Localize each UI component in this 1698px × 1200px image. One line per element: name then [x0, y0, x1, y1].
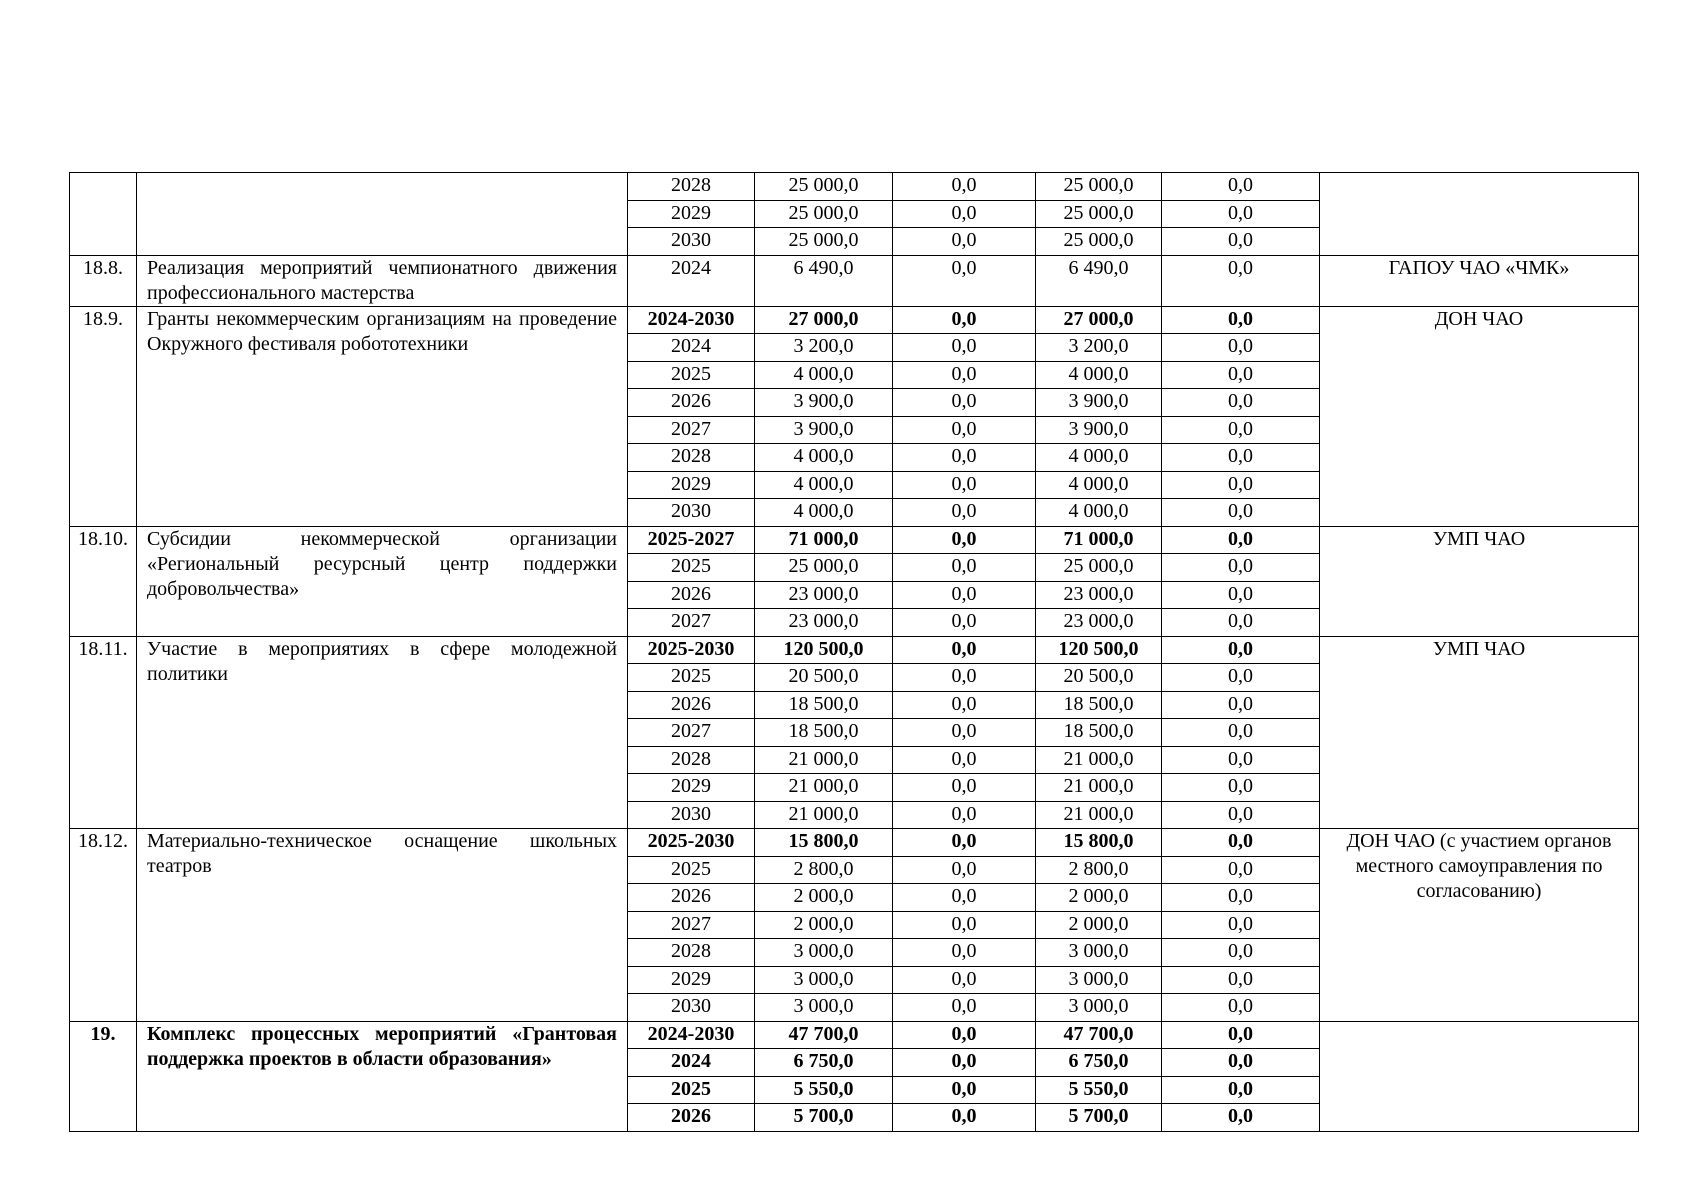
federal-budget-cell: 0,0 [893, 389, 1036, 417]
regional-budget-cell: 25 000,0 [1036, 554, 1162, 582]
year-cell: 2028 [628, 939, 755, 967]
total-amount-cell: 27 000,0 [755, 306, 893, 334]
regional-budget-cell: 23 000,0 [1036, 581, 1162, 609]
item-number: 18.9. [70, 306, 137, 526]
year-cell: 2030 [628, 499, 755, 527]
federal-budget-cell: 0,0 [893, 609, 1036, 637]
total-amount-cell: 25 000,0 [755, 173, 893, 201]
total-amount-cell: 20 500,0 [755, 664, 893, 692]
total-amount-cell: 5 700,0 [755, 1104, 893, 1132]
total-amount-cell: 23 000,0 [755, 609, 893, 637]
year-cell: 2025-2030 [628, 636, 755, 664]
federal-budget-cell: 0,0 [893, 228, 1036, 256]
year-cell: 2024-2030 [628, 1021, 755, 1049]
year-cell: 2028 [628, 746, 755, 774]
federal-budget-cell: 0,0 [893, 911, 1036, 939]
total-amount-cell: 4 000,0 [755, 471, 893, 499]
year-cell: 2027 [628, 609, 755, 637]
federal-budget-cell: 0,0 [893, 255, 1036, 306]
other-sources-cell: 0,0 [1162, 526, 1320, 554]
federal-budget-cell: 0,0 [893, 1021, 1036, 1049]
total-amount-cell: 3 200,0 [755, 334, 893, 362]
year-cell: 2026 [628, 389, 755, 417]
federal-budget-cell: 0,0 [893, 719, 1036, 747]
regional-budget-cell: 5 550,0 [1036, 1076, 1162, 1104]
year-cell: 2026 [628, 884, 755, 912]
year-cell: 2024 [628, 1049, 755, 1077]
federal-budget-cell: 0,0 [893, 554, 1036, 582]
regional-budget-cell: 18 500,0 [1036, 719, 1162, 747]
item-description: Участие в мероприятиях в сфере молодежной политики [137, 636, 628, 829]
total-amount-cell: 3 000,0 [755, 939, 893, 967]
regional-budget-cell: 21 000,0 [1036, 746, 1162, 774]
other-sources-cell: 0,0 [1162, 966, 1320, 994]
total-amount-cell: 4 000,0 [755, 444, 893, 472]
total-amount-cell: 120 500,0 [755, 636, 893, 664]
table-row [70, 636, 1639, 664]
other-sources-cell: 0,0 [1162, 173, 1320, 201]
regional-budget-cell: 18 500,0 [1036, 691, 1162, 719]
total-amount-cell: 4 000,0 [755, 361, 893, 389]
federal-budget-cell: 0,0 [893, 581, 1036, 609]
regional-budget-cell: 4 000,0 [1036, 444, 1162, 472]
regional-budget-cell: 3 000,0 [1036, 994, 1162, 1022]
item-description: Субсидии некоммерческой организации «Региональный ресурсный центр поддержки добровольчества» [137, 526, 628, 636]
item-number: 18.8. [70, 255, 137, 306]
year-cell: 2025 [628, 554, 755, 582]
year-cell: 2025 [628, 664, 755, 692]
regional-budget-cell: 3 000,0 [1036, 939, 1162, 967]
other-sources-cell: 0,0 [1162, 499, 1320, 527]
year-cell: 2027 [628, 911, 755, 939]
responsible-executor: УМП ЧАО [1320, 636, 1639, 829]
year-cell: 2025 [628, 1076, 755, 1104]
federal-budget-cell: 0,0 [893, 636, 1036, 664]
year-cell: 2025-2027 [628, 526, 755, 554]
federal-budget-cell: 0,0 [893, 994, 1036, 1022]
total-amount-cell: 3 000,0 [755, 966, 893, 994]
regional-budget-cell: 6 490,0 [1036, 255, 1162, 306]
year-cell: 2027 [628, 416, 755, 444]
year-cell: 2028 [628, 173, 755, 201]
other-sources-cell: 0,0 [1162, 228, 1320, 256]
total-amount-cell: 3 000,0 [755, 994, 893, 1022]
other-sources-cell: 0,0 [1162, 664, 1320, 692]
other-sources-cell: 0,0 [1162, 829, 1320, 857]
regional-budget-cell: 21 000,0 [1036, 801, 1162, 829]
federal-budget-cell: 0,0 [893, 416, 1036, 444]
regional-budget-cell: 2 800,0 [1036, 856, 1162, 884]
other-sources-cell: 0,0 [1162, 691, 1320, 719]
other-sources-cell: 0,0 [1162, 444, 1320, 472]
regional-budget-cell: 3 900,0 [1036, 389, 1162, 417]
item-number: 18.12. [70, 829, 137, 1022]
federal-budget-cell: 0,0 [893, 746, 1036, 774]
regional-budget-cell: 120 500,0 [1036, 636, 1162, 664]
federal-budget-cell: 0,0 [893, 1049, 1036, 1077]
regional-budget-cell: 6 750,0 [1036, 1049, 1162, 1077]
federal-budget-cell: 0,0 [893, 1104, 1036, 1132]
total-amount-cell: 71 000,0 [755, 526, 893, 554]
year-cell: 2027 [628, 719, 755, 747]
regional-budget-cell: 4 000,0 [1036, 361, 1162, 389]
other-sources-cell: 0,0 [1162, 994, 1320, 1022]
federal-budget-cell: 0,0 [893, 306, 1036, 334]
regional-budget-cell: 3 000,0 [1036, 966, 1162, 994]
federal-budget-cell: 0,0 [893, 884, 1036, 912]
federal-budget-cell: 0,0 [893, 774, 1036, 802]
regional-budget-cell: 25 000,0 [1036, 228, 1162, 256]
other-sources-cell: 0,0 [1162, 1076, 1320, 1104]
other-sources-cell: 0,0 [1162, 911, 1320, 939]
federal-budget-cell: 0,0 [893, 200, 1036, 228]
total-amount-cell: 25 000,0 [755, 554, 893, 582]
responsible-executor [1320, 1021, 1639, 1131]
federal-budget-cell: 0,0 [893, 1076, 1036, 1104]
other-sources-cell: 0,0 [1162, 884, 1320, 912]
year-cell: 2030 [628, 994, 755, 1022]
item-description: Гранты некоммерческим организациям на проведение Окружного фестиваля робототехники [137, 306, 628, 526]
regional-budget-cell: 3 900,0 [1036, 416, 1162, 444]
total-amount-cell: 25 000,0 [755, 228, 893, 256]
other-sources-cell: 0,0 [1162, 719, 1320, 747]
federal-budget-cell: 0,0 [893, 856, 1036, 884]
total-amount-cell: 6 750,0 [755, 1049, 893, 1077]
other-sources-cell: 0,0 [1162, 774, 1320, 802]
other-sources-cell: 0,0 [1162, 581, 1320, 609]
total-amount-cell: 3 900,0 [755, 389, 893, 417]
total-amount-cell: 23 000,0 [755, 581, 893, 609]
other-sources-cell: 0,0 [1162, 636, 1320, 664]
regional-budget-cell: 21 000,0 [1036, 774, 1162, 802]
year-cell: 2026 [628, 691, 755, 719]
other-sources-cell: 0,0 [1162, 334, 1320, 362]
year-cell: 2026 [628, 1104, 755, 1132]
total-amount-cell: 18 500,0 [755, 691, 893, 719]
total-amount-cell: 2 000,0 [755, 884, 893, 912]
item-description: Комплекс процессных мероприятий «Грантовая поддержка проектов в области образования» [137, 1021, 628, 1131]
regional-budget-cell: 3 200,0 [1036, 334, 1162, 362]
responsible-executor: ДОН ЧАО [1320, 306, 1639, 526]
federal-budget-cell: 0,0 [893, 691, 1036, 719]
total-amount-cell: 3 900,0 [755, 416, 893, 444]
regional-budget-cell: 2 000,0 [1036, 884, 1162, 912]
other-sources-cell: 0,0 [1162, 554, 1320, 582]
other-sources-cell: 0,0 [1162, 609, 1320, 637]
federal-budget-cell: 0,0 [893, 173, 1036, 201]
year-cell: 2028 [628, 444, 755, 472]
total-amount-cell: 25 000,0 [755, 200, 893, 228]
year-cell: 2025 [628, 361, 755, 389]
total-amount-cell: 18 500,0 [755, 719, 893, 747]
total-amount-cell: 6 490,0 [755, 255, 893, 306]
federal-budget-cell: 0,0 [893, 444, 1036, 472]
budget-table [69, 172, 1639, 1132]
regional-budget-cell: 5 700,0 [1036, 1104, 1162, 1132]
table-row [70, 526, 1639, 554]
responsible-executor: ДОН ЧАО (с участием органов местного самоуправления по согласованию) [1320, 829, 1639, 1022]
federal-budget-cell: 0,0 [893, 334, 1036, 362]
federal-budget-cell: 0,0 [893, 361, 1036, 389]
regional-budget-cell: 27 000,0 [1036, 306, 1162, 334]
year-cell: 2030 [628, 801, 755, 829]
federal-budget-cell: 0,0 [893, 499, 1036, 527]
total-amount-cell: 2 800,0 [755, 856, 893, 884]
total-amount-cell: 2 000,0 [755, 911, 893, 939]
table-row [70, 1021, 1639, 1049]
federal-budget-cell: 0,0 [893, 801, 1036, 829]
other-sources-cell: 0,0 [1162, 361, 1320, 389]
year-cell: 2029 [628, 200, 755, 228]
item-number: 18.11. [70, 636, 137, 829]
other-sources-cell: 0,0 [1162, 1021, 1320, 1049]
federal-budget-cell: 0,0 [893, 526, 1036, 554]
year-cell: 2029 [628, 774, 755, 802]
other-sources-cell: 0,0 [1162, 471, 1320, 499]
other-sources-cell: 0,0 [1162, 200, 1320, 228]
year-cell: 2024 [628, 334, 755, 362]
year-cell: 2029 [628, 966, 755, 994]
other-sources-cell: 0,0 [1162, 306, 1320, 334]
year-cell: 2029 [628, 471, 755, 499]
federal-budget-cell: 0,0 [893, 966, 1036, 994]
regional-budget-cell: 15 800,0 [1036, 829, 1162, 857]
table-row [70, 829, 1639, 857]
regional-budget-cell: 71 000,0 [1036, 526, 1162, 554]
regional-budget-cell: 2 000,0 [1036, 911, 1162, 939]
table-row [70, 255, 1639, 306]
total-amount-cell: 5 550,0 [755, 1076, 893, 1104]
item-description [137, 173, 628, 256]
table-body [70, 173, 1639, 1132]
other-sources-cell: 0,0 [1162, 389, 1320, 417]
regional-budget-cell: 23 000,0 [1036, 609, 1162, 637]
responsible-executor: ГАПОУ ЧАО «ЧМК» [1320, 255, 1639, 306]
year-cell: 2025 [628, 856, 755, 884]
year-cell: 2024 [628, 255, 755, 306]
regional-budget-cell: 4 000,0 [1036, 471, 1162, 499]
other-sources-cell: 0,0 [1162, 746, 1320, 774]
total-amount-cell: 21 000,0 [755, 746, 893, 774]
total-amount-cell: 47 700,0 [755, 1021, 893, 1049]
other-sources-cell: 0,0 [1162, 856, 1320, 884]
item-number: 19. [70, 1021, 137, 1131]
total-amount-cell: 15 800,0 [755, 829, 893, 857]
year-cell: 2030 [628, 228, 755, 256]
federal-budget-cell: 0,0 [893, 829, 1036, 857]
federal-budget-cell: 0,0 [893, 939, 1036, 967]
item-number: 18.10. [70, 526, 137, 636]
table-row [70, 306, 1639, 334]
other-sources-cell: 0,0 [1162, 416, 1320, 444]
total-amount-cell: 4 000,0 [755, 499, 893, 527]
other-sources-cell: 0,0 [1162, 255, 1320, 306]
regional-budget-cell: 20 500,0 [1036, 664, 1162, 692]
total-amount-cell: 21 000,0 [755, 774, 893, 802]
responsible-executor: УМП ЧАО [1320, 526, 1639, 636]
item-description: Материально-техническое оснащение школьных театров [137, 829, 628, 1022]
item-description: Реализация мероприятий чемпионатного движения профессионального мастерства [137, 255, 628, 306]
other-sources-cell: 0,0 [1162, 1104, 1320, 1132]
regional-budget-cell: 25 000,0 [1036, 200, 1162, 228]
other-sources-cell: 0,0 [1162, 801, 1320, 829]
regional-budget-cell: 47 700,0 [1036, 1021, 1162, 1049]
other-sources-cell: 0,0 [1162, 1049, 1320, 1077]
other-sources-cell: 0,0 [1162, 939, 1320, 967]
year-cell: 2024-2030 [628, 306, 755, 334]
year-cell: 2025-2030 [628, 829, 755, 857]
regional-budget-cell: 25 000,0 [1036, 173, 1162, 201]
federal-budget-cell: 0,0 [893, 471, 1036, 499]
table-row [70, 173, 1639, 201]
regional-budget-cell: 4 000,0 [1036, 499, 1162, 527]
responsible-executor [1320, 173, 1639, 256]
total-amount-cell: 21 000,0 [755, 801, 893, 829]
year-cell: 2026 [628, 581, 755, 609]
item-number [70, 173, 137, 256]
federal-budget-cell: 0,0 [893, 664, 1036, 692]
